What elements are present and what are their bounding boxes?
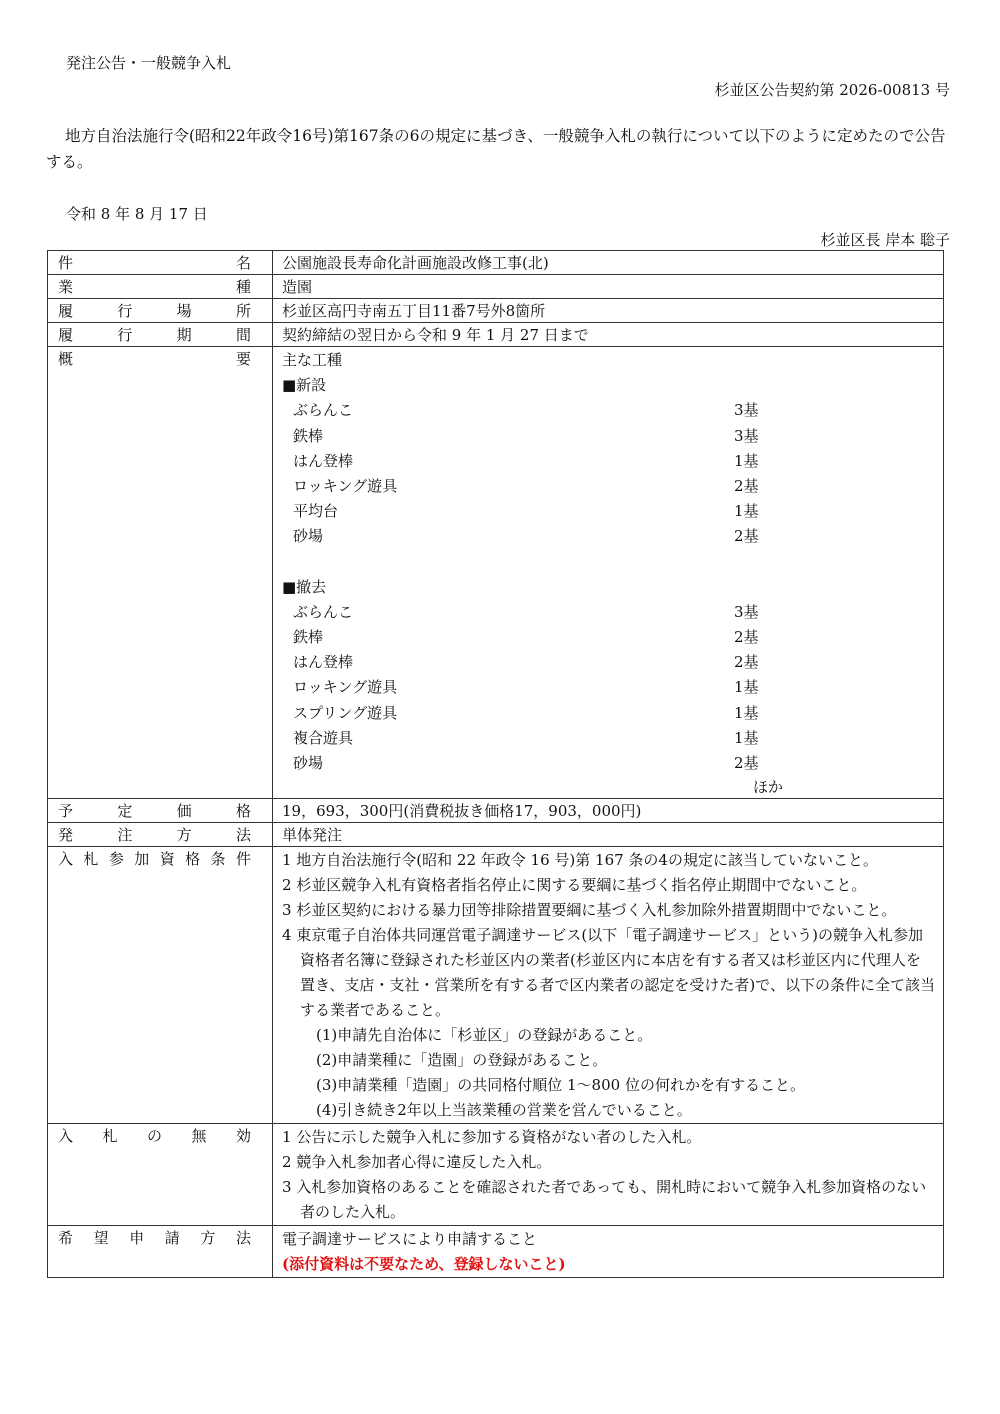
label-invalid-bids: 入札の無効: [58, 1127, 251, 1146]
intro-paragraph: 地方自治法施行令(昭和22年政令16号)第167条の6の規定に基づき、一般競争入札の執行について以下のように定めたので公告する。: [46, 127, 946, 171]
label-order-method: 発注方法: [58, 826, 251, 845]
list-item: ロッキング遊具 1基: [293, 678, 759, 697]
eligibility-item: 4 東京電子自治体共同運営電子調達サービス(以下「電子調達サービス」という)の競争入札参加資格者名簿に登録された杉並区内の業者(杉並区内に本店を有する者又は杉並区内に代理人を置き、支店・支社・営業所を有する者で区内業者の認定を受けた者)で、以下の条件に全て該当する業者であること。: [282, 926, 935, 1020]
value-application: 電子調達サービスにより申請すること: [282, 1230, 538, 1249]
row-order-method: [48, 823, 944, 847]
label-location: 履行場所: [58, 302, 251, 320]
label-price: 予定価格: [58, 802, 251, 821]
overview-heading: 主な工種: [282, 351, 343, 369]
list-item: はん登棒 1基: [293, 451, 759, 470]
eligibility-sub-item: (4)引き続き2年以上当該業種の営業を営んでいること。: [316, 1101, 692, 1120]
notice-table: [47, 250, 944, 1278]
list-item: スプリング遊具 1基: [293, 703, 759, 722]
spacer: [282, 550, 935, 575]
value-price: 19，693，300円(消費税抜き価格17，903，000円): [273, 799, 944, 823]
label-eligibility: 入札参加資格条件: [58, 850, 251, 869]
row-period: [48, 323, 944, 347]
list-item: ぶらんこ 3基: [293, 602, 759, 621]
row-eligibility: [48, 847, 944, 1124]
value-project-name: 公園施設長寿命化計画施設改修工事(北): [273, 251, 944, 275]
eligibility-sub-item: (1)申請先自治体に「杉並区」の登録があること。: [316, 1026, 653, 1045]
list-item: 平均台 1基: [293, 502, 759, 521]
row-price: [48, 799, 944, 823]
list-item: 複合遊具 1基: [293, 728, 759, 747]
value-order-method: 単体発注: [273, 823, 944, 847]
new-heading: ■新設: [282, 376, 327, 395]
notice-category: 発注公告・一般競争入札: [66, 54, 232, 72]
list-item: ぶらんこ 3基: [293, 401, 759, 420]
invalid-bid-item: 3 入札参加資格のあることを確認された者であっても、開札時において競争入札参加資格のない者のした入札。: [282, 1178, 927, 1222]
label-project-name: 件名: [58, 254, 251, 272]
value-period: 契約締結の翌日から令和 9 年 1 月 27 日まで: [273, 323, 944, 347]
application-note: (添付資料は不要なため、登録しないこと): [282, 1255, 566, 1274]
issuer-name: 杉並区長 岸本 聡子: [820, 231, 950, 249]
removal-items-list: [282, 600, 935, 776]
eligibility-item: 3 杉並区契約における暴力団等排除措置要綱に基づく入札参加除外措置期間中でないこと。: [282, 901, 897, 920]
eligibility-sub-item: (3)申請業種「造園」の共同格付順位 1～800 位の何れかを有すること。: [316, 1076, 805, 1095]
eligibility-sub-item: (2)申請業種に「造園」の登録があること。: [316, 1051, 608, 1070]
label-overview: 概要: [58, 350, 251, 368]
label-application: 希望申請方法: [58, 1229, 251, 1248]
notice-number: 杉並区公告契約第 2026-00813 号: [714, 81, 950, 99]
list-item: 鉄棒 3基: [293, 426, 759, 445]
removal-heading: ■撤去: [282, 577, 327, 596]
new-items-list: [282, 398, 935, 549]
value-location: 杉並区高円寺南五丁目11番7号外8箇所: [273, 299, 944, 323]
eligibility-item: 2 杉並区競争入札有資格者指名停止に関する要綱に基づく指名停止期間中でないこと。: [282, 876, 867, 895]
label-business-type: 業種: [58, 278, 251, 296]
row-project-name: [48, 251, 944, 275]
list-item: 砂場 2基: [293, 754, 759, 772]
list-item: 砂場 2基: [293, 527, 759, 546]
row-invalid-bids: [48, 1124, 944, 1226]
value-business-type: 造園: [273, 275, 944, 299]
row-business-type: [48, 275, 944, 299]
invalid-bid-item: 2 競争入札参加者心得に違反した入札。: [282, 1153, 552, 1172]
invalid-bid-item: 1 公告に示した競争入札に参加する資格がない者のした入札。: [282, 1128, 702, 1147]
row-location: [48, 299, 944, 323]
row-application: [48, 1226, 944, 1278]
overview-other: ほか: [753, 778, 784, 797]
row-overview: [48, 347, 944, 799]
label-period: 履行期間: [58, 326, 251, 344]
list-item: 鉄棒 2基: [293, 628, 759, 647]
list-item: はん登棒 2基: [293, 653, 759, 672]
eligibility-item: 1 地方自治法施行令(昭和 22 年政令 16 号)第 167 条の4の規定に該当していないこと。: [282, 851, 878, 870]
list-item: ロッキング遊具 2基: [293, 476, 759, 495]
notice-date: 令和 8 年 8 月 17 日: [66, 205, 208, 223]
